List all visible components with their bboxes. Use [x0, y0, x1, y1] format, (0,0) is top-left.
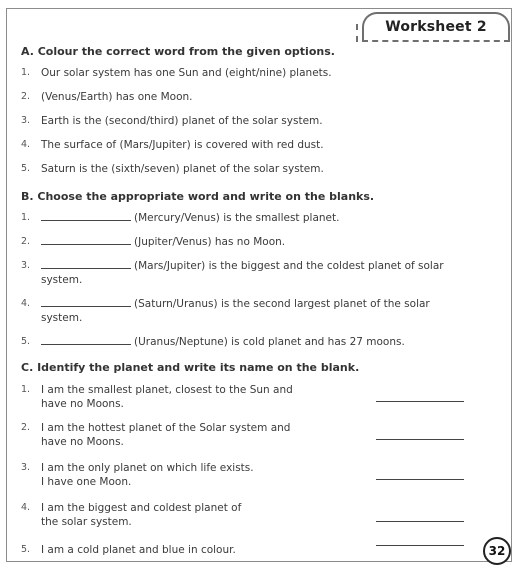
answer-blank[interactable]: [41, 335, 131, 345]
worksheet-title: Worksheet 2: [385, 19, 487, 35]
answer-line[interactable]: [376, 439, 464, 440]
answer-line[interactable]: [376, 545, 464, 546]
question-text: (Mercury/Venus) is the smallest planet.: [134, 212, 340, 224]
question-number: 1.: [21, 67, 31, 78]
section-b-heading: B. Choose the appropriate word and write on the blanks.: [21, 190, 375, 203]
question-number: 5.: [21, 163, 31, 174]
question-c4: [21, 501, 501, 529]
question-text-line1: I am the only planet on which life exists.: [41, 462, 254, 474]
question-text-line1: I am the hottest planet of the Solar system and: [41, 422, 291, 434]
section-c-questions: [21, 383, 501, 563]
question-number: 4.: [21, 502, 31, 513]
question-number: 3.: [21, 260, 31, 271]
answer-line[interactable]: [376, 479, 464, 480]
question-number: 2.: [21, 422, 31, 433]
section-a-heading: A. Colour the correct word from the given options.: [21, 45, 335, 58]
question-text-line1: I am a cold planet and blue in colour.: [41, 544, 236, 556]
worksheet-title-tab: [362, 12, 510, 42]
question-text: (Venus/Earth) has one Moon.: [41, 91, 193, 103]
question-number: 5.: [21, 544, 31, 555]
section-c-heading: C. Identify the planet and write its name on the blank.: [21, 361, 360, 374]
question-number: 2.: [21, 91, 31, 102]
question-number: 2.: [21, 236, 31, 247]
question-number: 4.: [21, 139, 31, 150]
question-text-line2: the solar system.: [41, 516, 132, 528]
question-c2: [21, 421, 501, 449]
page-number: 32: [488, 544, 506, 558]
question-text: Our solar system has one Sun and (eight/nine) planets.: [41, 67, 332, 79]
question-text: (Mars/Jupiter) is the biggest and the coldest planet of solar: [134, 260, 444, 272]
question-number: 3.: [21, 462, 31, 473]
answer-line[interactable]: [376, 401, 464, 402]
question-text: The surface of (Mars/Jupiter) is covered with red dust.: [41, 139, 324, 151]
question-number: 3.: [21, 115, 31, 126]
question-number: 1.: [21, 212, 31, 223]
worksheet-page: [6, 8, 512, 562]
answer-blank[interactable]: [41, 259, 131, 269]
question-text-line1: I am the biggest and coldest planet of: [41, 502, 242, 514]
question-text-continued: system.: [41, 274, 83, 286]
tab-dash-decoration: [356, 24, 362, 42]
question-text: (Uranus/Neptune) is cold planet and has 27 moons.: [134, 336, 405, 348]
question-c3: [21, 461, 501, 489]
question-number: 4.: [21, 298, 31, 309]
question-c5: [21, 543, 501, 559]
question-c1: [21, 383, 501, 411]
question-text-continued: system.: [41, 312, 83, 324]
question-text-line2: I have one Moon.: [41, 476, 132, 488]
question-text: Earth is the (second/third) planet of the solar system.: [41, 115, 323, 127]
question-number: 5.: [21, 336, 31, 347]
answer-blank[interactable]: [41, 211, 131, 221]
question-text: Saturn is the (sixth/seven) planet of the solar system.: [41, 163, 324, 175]
question-text: (Saturn/Uranus) is the second largest planet of the solar: [134, 298, 430, 310]
section-c: [21, 361, 501, 374]
answer-blank[interactable]: [41, 235, 131, 245]
answer-line[interactable]: [376, 521, 464, 522]
question-text-line2: have no Moons.: [41, 436, 124, 448]
section-b: [21, 190, 501, 203]
question-text-line1: I am the smallest planet, closest to the Sun and: [41, 384, 293, 396]
section-a-questions: [21, 66, 501, 186]
page-number-badge: [483, 537, 511, 565]
question-text: (Jupiter/Venus) has no Moon.: [134, 236, 286, 248]
question-number: 1.: [21, 384, 31, 395]
section-a: [21, 45, 501, 58]
question-text-line2: have no Moons.: [41, 398, 124, 410]
answer-blank[interactable]: [41, 297, 131, 307]
section-b-questions: [21, 211, 501, 361]
